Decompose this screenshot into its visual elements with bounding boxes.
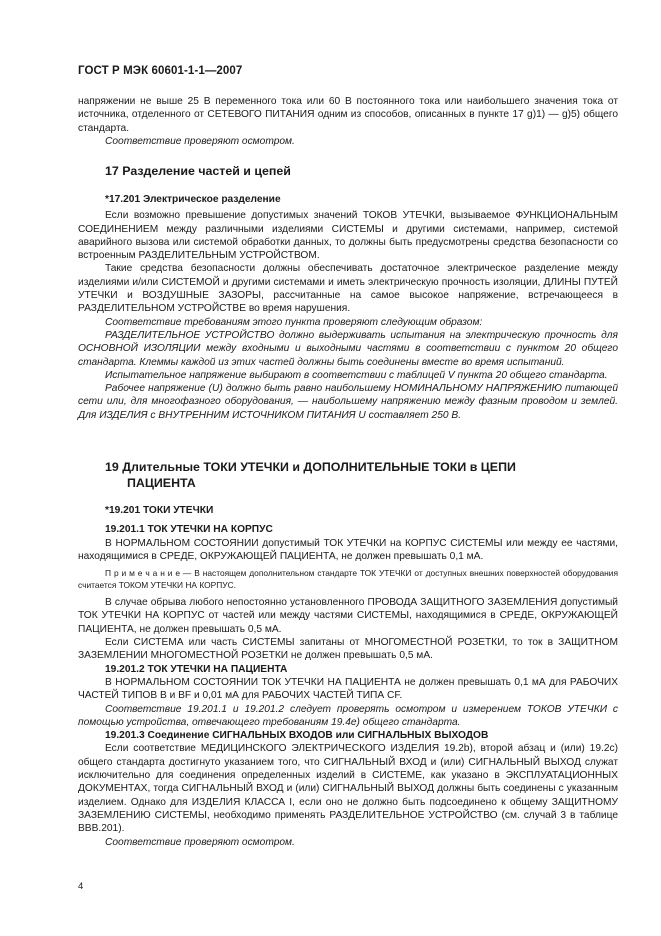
s19-1-paragraph-2: В случае обрыва любого непостоянно установленного ПРОВОДА ЗАЩИТНОГО ЗАЗЕМЛЕНИЯ допустимый ТОК УТЕЧКИ НА КОРПУС от частей или между частями СИСТЕМЫ, находящимися в СРЕДЕ, ОКРУЖАЮЩЕЙ ПАЦИЕНТА, не должен превышать 0,5 мА. [78,597,618,635]
section-19-body [78,504,618,849]
intro-block [78,95,618,148]
s19-1-paragraph-3: Если СИСТЕМА или часть СИСТЕМЫ запитаны от МНОГОМЕСТНОЙ РОЗЕТКИ, то ток в ЗАЩИТНОМ ЗАЗЕМЛЕНИИ МНОГОМЕСТНОЙ РОЗЕТКИ не должен превышать 0,5 мА. [78,637,618,662]
s17-paragraph-5: Испытательное напряжение выбирают в соответствии с таблицей V пункта 20 общего стандарта. [105,369,608,381]
s19-2-paragraph-2: Соответствие 19.201.1 и 19.201.2 следует проверять осмотром и измерением ТОКОВ УТЕЧКИ с помощью устройства, отвечающего требованиям 19.4е) общего стандарта. [78,703,618,728]
section-17-title: 17 Разделение частей и цепей [105,164,291,178]
s17-paragraph-2: Такие средства безопасности должны обеспечивать достаточное электрическое разделение между изделиями и/или СИСТЕМОЙ и другими системами и иметь электрическую прочность изоляции, ДЛИНЫ ПУТЕЙ УТЕЧКИ и ВОЗДУШНЫЕ ЗАЗОРЫ, рассчитанные на самое высокое напряжение, встречающееся в РАЗДЕЛИТЕЛЬНОМ УСТРОЙСТВЕ во время нарушения. [78,263,618,315]
subsection-19-201-2-title: 19.201.2 ТОК УТЕЧКИ НА ПАЦИЕНТА [105,663,288,675]
s17-paragraph-3: Соответствие требованиям этого пункта проверяют следующим образом: [105,316,483,328]
intro-compliance: Соответствие проверяют осмотром. [105,135,295,147]
subsection-17-201-title: *17.201 Электрическое разделение [105,194,281,205]
s19-3-paragraph-1: Если соответствие МЕДИЦИНСКОГО ЭЛЕКТРИЧЕСКОГО ИЗДЕЛИЯ 19.2b), второй абзац и (или) 19.2c) общего стандарта достигнуто указанием того, что СИГНАЛЬНЫЙ ВХОД и (или) СИГНАЛЬНЫЙ ВЫХОД служат исключительно для соединения определенных изделий в СИСТЕМЕ, как указано в ЭКСПЛУАТАЦИОННЫХ ДОКУМЕНТАХ, тогда СИГНАЛЬНЫЙ ВХОД и (или) СИГНАЛЬНЫЙ ВЫХОД должны быть соединены с указанным изделием. Однако для ИЗДЕЛИЯ КЛАССА I, если оно не должно быть подсоединено к общему ЗАЩИТНОМУ ЗАЗЕМЛЕНИЮ СИСТЕМЫ, необходимо применять РАЗДЕЛИТЕЛЬНОЕ УСТРОЙСТВО (см. случай 3 в таблице ВВВ.201). [78,743,618,835]
subsection-19-201-3-title: 19.201.3 Соединение СИГНАЛЬНЫХ ВХОДОВ или СИГНАЛЬНЫХ ВЫХОДОВ [105,730,489,742]
intro-paragraph: напряжении не выше 25 В переменного тока или 60 В постоянного тока или наибольшего значения тока от источника, отделенного от СЕТЕВОГО ПИТАНИЯ одним из способов, описанных в пункте 17 g)1) — g)5) общего стандарта. [78,96,618,134]
note: П р и м е ч а н и е — В настоящем дополнительном стандарте ТОК УТЕЧКИ от доступных внешних поверхностей оборудования считается ТОКОМ УТЕЧКИ НА КОРПУС. [78,568,618,590]
s19-3-paragraph-2: Соответствие проверяют осмотром. [105,836,295,848]
subsection-19-201-1-title: 19.201.1 ТОК УТЕЧКИ НА КОРПУС [105,524,273,536]
s17-paragraph-4: РАЗДЕЛИТЕЛЬНОЕ УСТРОЙСТВО должно выдерживать испытания на электрическую прочность для ОСНОВНОЙ ИЗОЛЯЦИИ между входными и выходными частями в соответствии с пунктом 20 общего стандарта. Клеммы каждой из этих частей должны быть соединены вместе во время испытаний. [78,329,618,368]
running-header: ГОСТ Р МЭК 60601-1-1—2007 [78,65,243,77]
section-19-title-line-1: 19 Длительные ТОКИ УТЕЧКИ и ДОПОЛНИТЕЛЬНЫЕ ТОКИ в ЦЕПИ [105,460,516,474]
section-17-body [78,193,618,422]
s19-1-paragraph-1: В НОРМАЛЬНОМ СОСТОЯНИИ допустимый ТОК УТЕЧКИ на КОРПУС СИСТЕМЫ или между ее частями, находящимися в СРЕДЕ, ОКРУЖАЮЩЕЙ ПАЦИЕНТА, не должен превышать 0,1 мА. [78,537,618,562]
section-19-title-line-2: ПАЦИЕНТА [127,475,196,490]
s17-paragraph-6: Рабочее напряжение (U) должно быть равно наибольшему НОМИНАЛЬНОМУ НАПРЯЖЕНИЮ питающей сети или, для многофазного оборудования, — наибольшему напряжению между фазным проводом и землей. Для ИЗДЕЛИЯ с ВНУТРЕННИМ ИСТОЧНИКОМ ПИТАНИЯ U составляет 250 В. [78,383,618,421]
subsection-19-201-title: *19.201 ТОКИ УТЕЧКИ [105,505,214,516]
s19-2-paragraph-1: В НОРМАЛЬНОМ СОСТОЯНИИ ТОК УТЕЧКИ НА ПАЦИЕНТА не должен превышать 0,1 мА для РАБОЧИХ ЧАСТЕЙ ТИПОВ В и BF и 0,01 мА для РАБОЧИХ ЧАСТЕЙ ТИПА CF. [78,676,618,702]
s17-paragraph-1: Если возможно превышение допустимых значений ТОКОВ УТЕЧКИ, вызываемое ФУНКЦИОНАЛЬНЫМ СОЕДИНЕНИЕМ между различными изделиями СИСТЕМЫ и другими системами, например, системой аварийного вызова или системой обработки данных, то должны быть предусмотрены средства безопасности со встроенным РАЗДЕЛИТЕЛЬНЫМ УСТРОЙСТВОМ. [78,210,618,262]
page-number: 4 [78,881,84,892]
section-19-title [105,460,605,491]
